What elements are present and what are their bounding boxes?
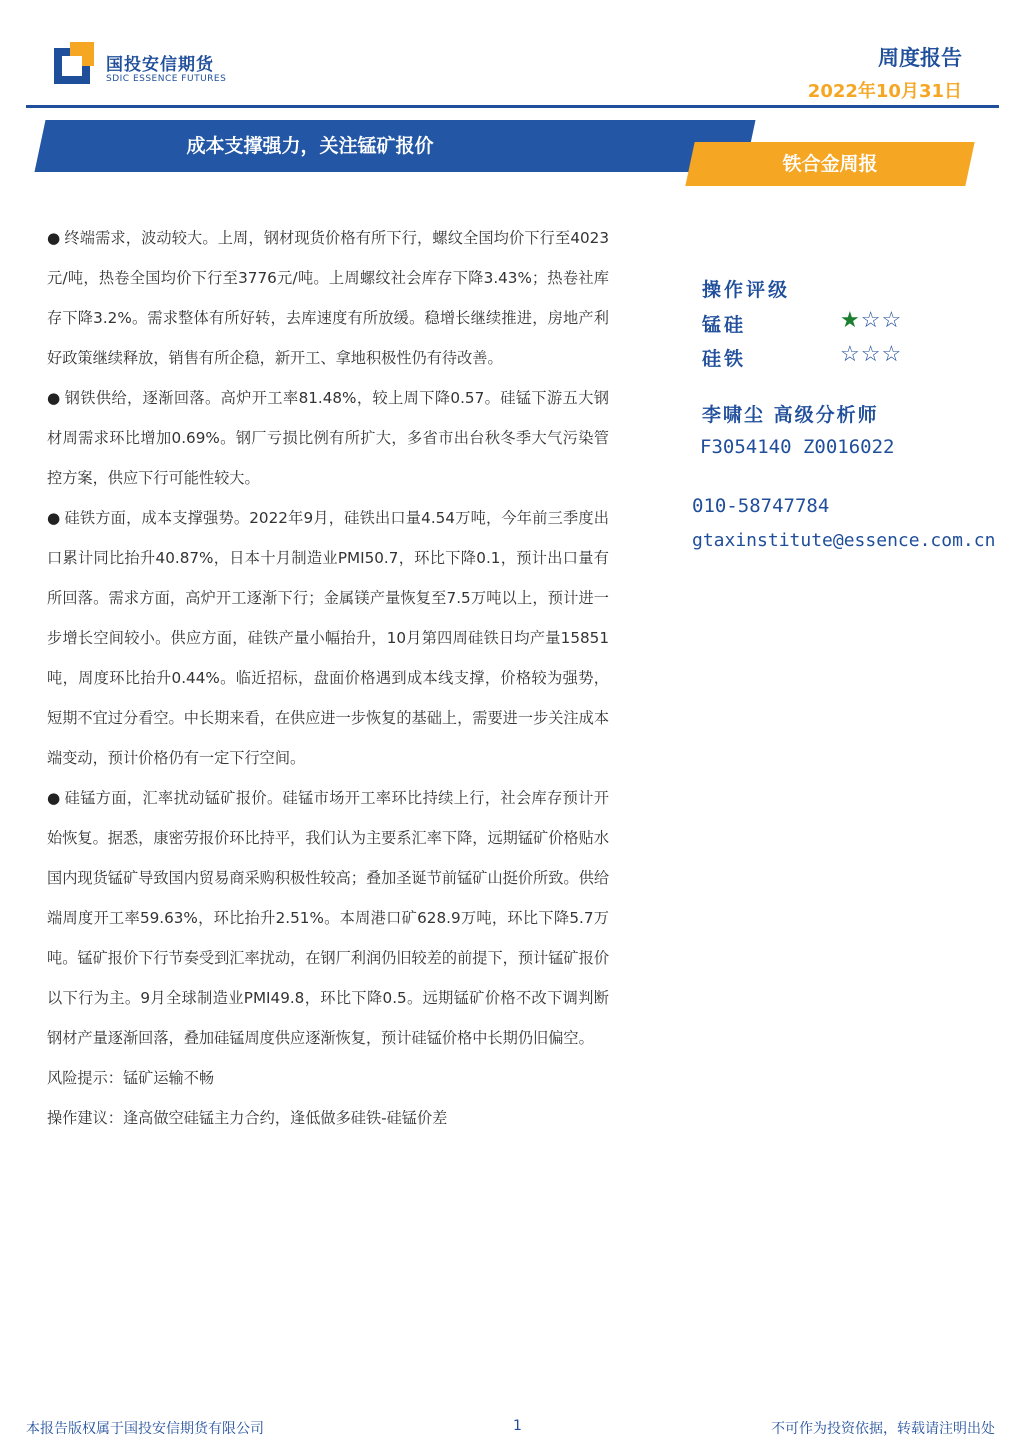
risk-warning: 风险提示：锰矿运输不畅 (47, 1069, 215, 1087)
paragraph-ferrosilicon (47, 498, 609, 778)
report-title: 成本支撑强力，关注锰矿报价 (186, 135, 434, 157)
bullet-icon: ● (47, 509, 61, 527)
paragraph-text: 硅锰方面，汇率扰动锰矿报价。硅锰市场开工率环比持续上行，社会库存预计开始恢复。据悉，康密劳报价环比持平，我们认为主要系汇率下降，远期锰矿价格贴水国内现货锰矿导致国内贸易商采购积极性较高；叠加圣诞节前锰矿山挺价所致。供给端周度开工率59.63%，环比抬升2.51%。本周港口矿628.9万吨，环比下降5.7万吨。锰矿报价下行节奏受到汇率扰动，在钢厂利润仍旧较差的前提下，预计锰矿报价以下行为主。9月全球制造业PMI49.8，环比下降0.5。远期锰矿价格不改下调判断钢材产量逐渐回落，叠加硅锰周度供应逐渐恢复，预计硅锰价格中长期仍旧偏空。 (47, 789, 609, 1047)
star-empty-icon: ☆ (840, 342, 861, 367)
paragraph-silicomanganese (47, 778, 609, 1058)
paragraph-text: 终端需求，波动较大。上周，钢材现货价格有所下行，螺纹全国均价下行至4023元/吨，热卷全国均价下行至3776元/吨。上周螺纹社会库存下降3.43%；热卷社库存下降3.2%。需求整体有所好转，去库速度有所放缓。稳增长继续推进，房地产利好政策继续释放，销售有所企稳，新开工、拿地积极性仍有待改善。 (47, 229, 609, 367)
bullet-icon: ● (47, 229, 61, 247)
star-empty-icon: ☆ (860, 342, 882, 367)
report-type: 周度报告 (878, 46, 962, 70)
analyst-name: 李啸尘 高级分析师 (702, 404, 879, 426)
star-rating (840, 342, 902, 367)
report-body (47, 218, 609, 1138)
page-number: 1 (513, 1418, 522, 1434)
paragraph-demand (47, 218, 609, 378)
star-empty-icon: ☆ (881, 342, 903, 367)
logo-mark-icon (54, 42, 96, 84)
rating-title: 操作评级 (702, 279, 791, 301)
company-name-en: SDIC ESSENCE FUTURES (106, 74, 227, 84)
header-divider (26, 105, 999, 108)
rating-row-silicomanganese (702, 310, 1002, 338)
paragraph-steel-supply (47, 378, 609, 498)
rating-name: 硅铁 (702, 348, 747, 370)
report-category: 铁合金周报 (782, 153, 878, 175)
star-rating (840, 308, 902, 333)
bullet-icon: ● (47, 789, 61, 807)
contact-email[interactable]: gtaxinstitute@essence.com.cn (692, 530, 996, 551)
trading-advice: 操作建议：逢高做空硅锰主力合约，逢低做多硅铁-硅锰价差 (47, 1109, 448, 1127)
star-empty-icon: ☆ (860, 308, 882, 333)
footer-disclaimer: 不可作为投资依据，转载请注明出处 (771, 1421, 995, 1437)
analyst-license: F3054140 Z0016022 (700, 436, 895, 458)
star-filled-icon: ★ (840, 308, 861, 333)
company-logo (54, 42, 234, 90)
report-date: 2022年10月31日 (807, 81, 962, 102)
contact-phone: 010-58747784 (692, 495, 830, 517)
title-banner (0, 120, 1025, 190)
bullet-icon: ● (47, 389, 61, 407)
paragraph-text: 硅铁方面，成本支撑强势。2022年9月，硅铁出口量4.54万吨，今年前三季度出口累计同比抬升40.87%，日本十月制造业PMI50.7，环比下降0.1，预计出口量有所回落。需求方面，高炉开工逐渐下行；金属镁产量恢复至7.5万吨以上，预计进一步增长空间较小。供应方面，硅铁产量小幅抬升，10月第四周硅铁日均产量15851吨，周度环比抬升0.44%。临近招标，盘面价格遇到成本线支撑，价格较为强势，短期不宜过分看空。中长期来看，在供应进一步恢复的基础上，需要进一步关注成本端变动，预计价格仍有一定下行空间。 (47, 509, 609, 767)
company-name-cn: 国投安信期货 (106, 55, 214, 75)
paragraph-text: 钢铁供给，逐渐回落。高炉开工率81.48%，较上周下降0.57。硅锰下游五大钢材周需求环比增加0.69%。钢厂亏损比例有所扩大，多省市出台秋冬季大气污染管控方案，供应下行可能性较大。 (47, 389, 609, 487)
footer-copyright: 本报告版权属于国投安信期货有限公司 (26, 1421, 264, 1437)
rating-name: 锰硅 (702, 314, 747, 336)
page-footer (0, 1418, 1025, 1440)
star-empty-icon: ☆ (881, 308, 903, 333)
rating-row-ferrosilicon (702, 344, 1002, 372)
